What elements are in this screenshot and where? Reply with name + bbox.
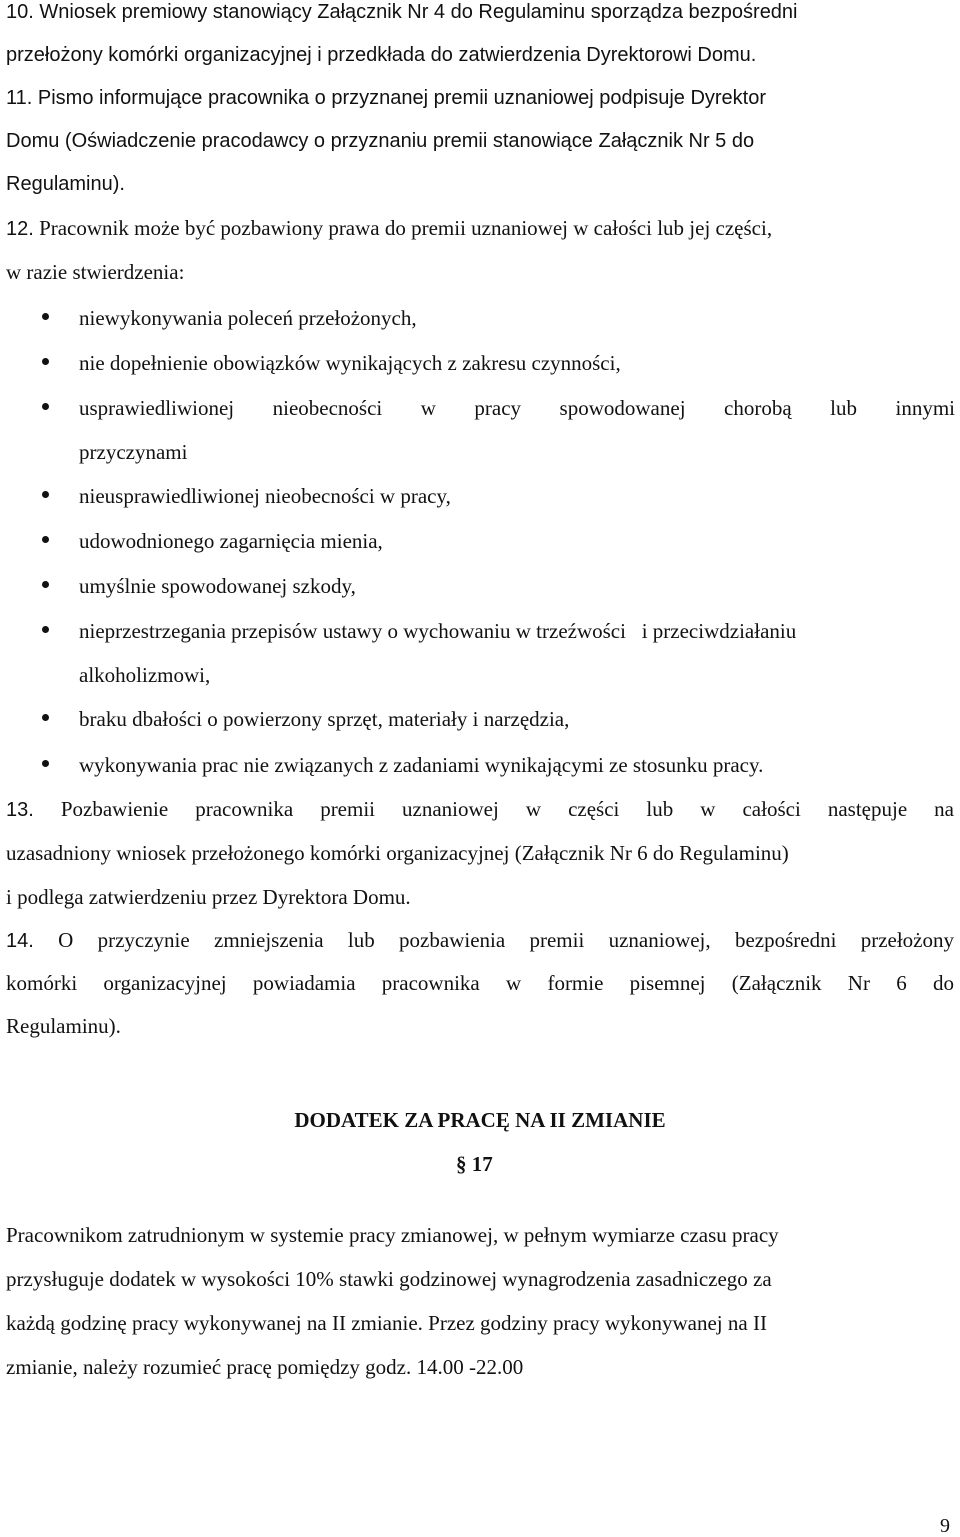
section-line-3: każdą godzinę pracy wykonywanej na II zmianie. Przez godziny pracy wykonywanej na II: [6, 1311, 767, 1335]
p14-text-1: O przyczynie zmniejszenia lub pozbawienia premii uznaniowej, bezpośredni przełożony: [58, 928, 955, 952]
section-line-4: zmianie, należy rozumieć pracę pomiędzy godz. 14.00 -22.00: [6, 1355, 524, 1379]
p11-line-2: Domu (Oświadczenie pracodawcy o przyznaniu premii stanowiące Załącznik Nr 5 do: [6, 130, 755, 152]
bullet-dot: [42, 760, 49, 767]
p12-number: 12.: [6, 218, 34, 240]
list-item-continuation: alkoholizmowi,: [79, 663, 211, 687]
p12-text-1: Pracownik może być pozbawiony prawa do premii uznaniowej w całości lub jej części,: [39, 216, 773, 240]
bullet-dot: [42, 403, 49, 410]
p10-text-1: Wniosek premiowy stanowiący Załącznik Nr 4 do Regulaminu sporządza bezpośredni: [39, 1, 798, 23]
bullet-dot: [42, 626, 49, 633]
list-item: nieprzestrzegania przepisów ustawy o wychowaniu w trzeźwości i przeciwdziałaniu: [79, 619, 797, 643]
list-item: niewykonywania poleceń przełożonych,: [79, 306, 417, 330]
p13-text-1: Pozbawienie pracownika premii uznaniowej w części lub w całości następuje na: [60, 797, 954, 821]
p13-line-1: [6, 799, 954, 820]
p10-number: 10.: [6, 1, 34, 23]
p12-line-1: [6, 218, 772, 239]
p11-number: 11.: [6, 87, 33, 109]
p12-line-2: w razie stwierdzenia:: [6, 260, 185, 284]
list-item: usprawiedliwionej nieobecności w pracy spowodowanej chorobą lub innymi: [79, 396, 955, 420]
p14-line-3: Regulaminu).: [6, 1014, 121, 1038]
p13-line-3: i podlega zatwierdzeniu przez Dyrektora Domu.: [6, 885, 411, 909]
p11-line-1: [6, 88, 766, 108]
p10-line-1: [6, 2, 798, 22]
list-item: braku dbałości o powierzony sprzęt, materiały i narzędzia,: [79, 707, 570, 731]
p11-text-1: Pismo informujące pracownika o przyznanej premii uznaniowej podpisuje Dyrektor: [37, 87, 767, 109]
list-item: nieusprawiedliwionej nieobecności w pracy,: [79, 484, 451, 508]
p14-line-1: [6, 930, 954, 951]
p13-number: 13.: [6, 799, 34, 821]
bullet-dot: [42, 358, 49, 365]
bullet-dot: [42, 581, 49, 588]
p14-number: 14.: [6, 930, 34, 952]
p14-line-2: komórki organizacyjnej powiadamia pracownika w formie pisemnej (Załącznik Nr 6 do: [6, 971, 954, 995]
bullet-dot: [42, 313, 49, 320]
section-line-1: Pracownikom zatrudnionym w systemie pracy zmianowej, w pełnym wymiarze czasu pracy: [6, 1223, 779, 1247]
bullet-dot: [42, 536, 49, 543]
p10-line-2: przełożony komórki organizacyjnej i przedkłada do zatwierdzenia Dyrektorowi Domu.: [6, 44, 757, 66]
section-line-2: przysługuje dodatek w wysokości 10% stawki godzinowej wynagrodzenia zasadniczego za: [6, 1267, 772, 1291]
list-item: udowodnionego zagarnięcia mienia,: [79, 529, 383, 553]
bullet-dot: [42, 491, 49, 498]
p11-line-3: Regulaminu).: [6, 173, 125, 195]
list-item-continuation: przyczynami: [79, 440, 188, 464]
paragraph-number: § 17: [456, 1152, 493, 1176]
p13-line-2: uzasadniony wniosek przełożonego komórki organizacyjnej (Załącznik Nr 6 do Regulaminu): [6, 841, 789, 865]
bullet-dot: [42, 714, 49, 721]
list-item: umyślnie spowodowanej szkody,: [79, 574, 356, 598]
section-heading: DODATEK ZA PRACĘ NA II ZMIANIE: [294, 1108, 666, 1132]
page-number: 9: [940, 1515, 950, 1537]
list-item: nie dopełnienie obowiązków wynikających z zakresu czynności,: [79, 351, 621, 375]
list-item: wykonywania prac nie związanych z zadaniami wynikającymi ze stosunku pracy.: [79, 753, 764, 777]
